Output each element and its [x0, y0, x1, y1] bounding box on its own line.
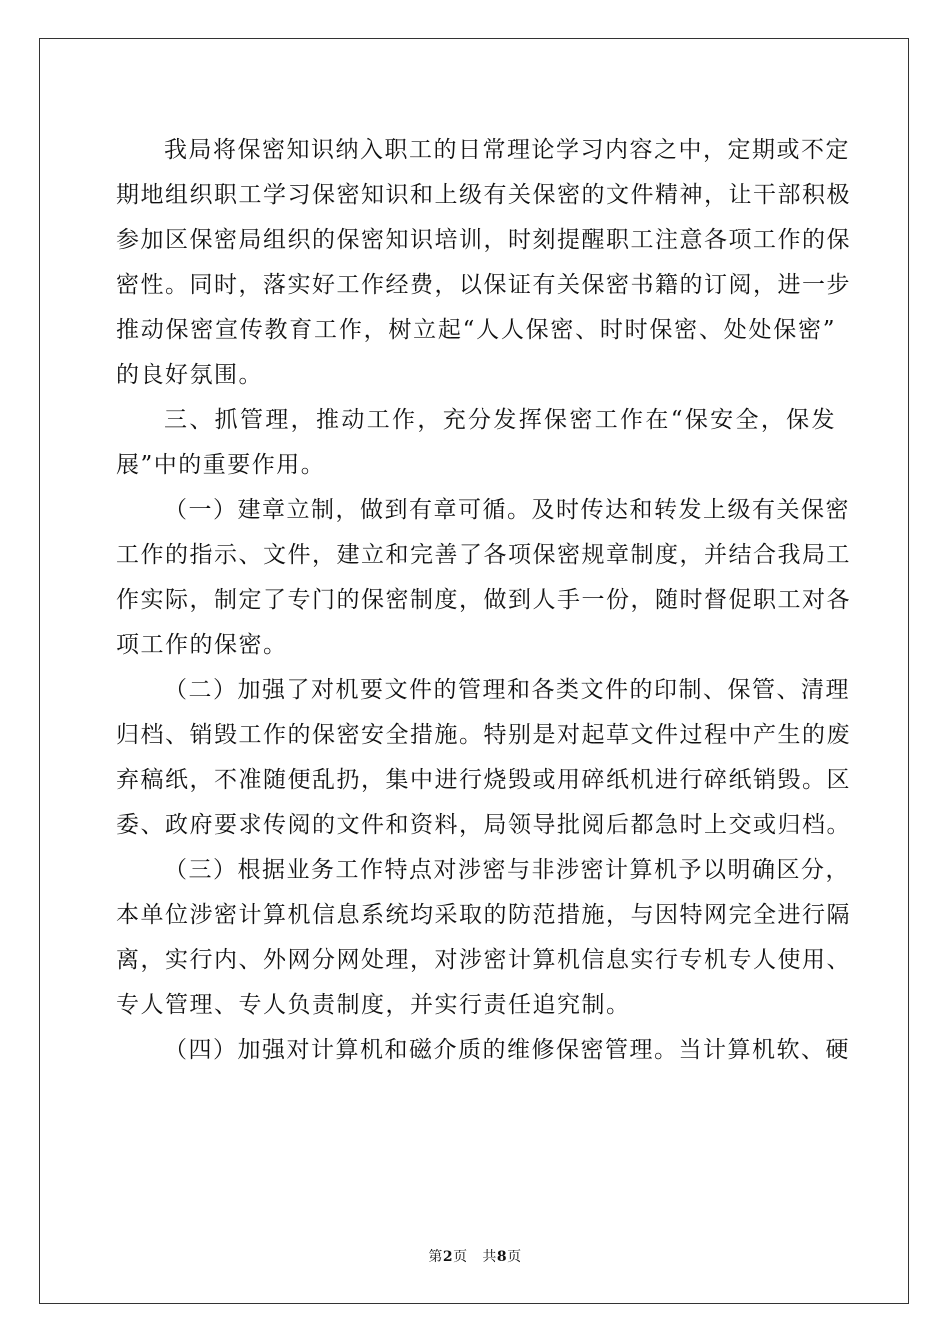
page-footer	[0, 1246, 950, 1266]
text-line: （一）建章立制，做到有章可循。及时传达和转发上级有关保密	[164, 497, 850, 523]
footer-total-pages: 8	[496, 1249, 508, 1265]
text-line: 展”中的重要作用。	[116, 452, 326, 478]
text-line: 的良好氛围。	[116, 362, 263, 388]
paragraph	[116, 488, 851, 668]
text-line: 离，实行内、外网分网处理，对涉密计算机信息实行专机专人使用、	[116, 947, 851, 973]
text-line: （三）根据业务工作特点对涉密与非涉密计算机予以明确区分，	[164, 857, 850, 883]
text-line: （二）加强了对机要文件的管理和各类文件的印制、保管、清理	[164, 677, 850, 703]
paragraph	[116, 128, 851, 398]
paragraph	[116, 1028, 850, 1073]
text-line: 本单位涉密计算机信息系统均采取的防范措施，与因特网完全进行隔	[116, 902, 851, 928]
text-line: 参加区保密局组织的保密知识培训，时刻提醒职工注意各项工作的保	[116, 227, 851, 253]
footer-total-prefix: 共	[482, 1249, 497, 1265]
paragraph	[116, 848, 851, 1028]
document-body	[116, 128, 851, 1073]
text-line: 我局将保密知识纳入职工的日常理论学习内容之中，定期或不定	[164, 137, 850, 163]
footer-page-suffix: 页	[453, 1249, 468, 1265]
footer-total-suffix: 页	[507, 1249, 522, 1265]
text-line: 委、政府要求传阅的文件和资料，局领导批阅后都急时上交或归档。	[116, 812, 851, 838]
footer-page-number: 2	[442, 1249, 454, 1265]
text-line: 工作的指示、文件，建立和完善了各项保密规章制度，并结合我局工	[116, 542, 851, 568]
text-line: （四）加强对计算机和磁介质的维修保密管理。当计算机软、硬	[164, 1037, 850, 1063]
section-heading	[116, 398, 836, 488]
paragraph	[116, 668, 851, 848]
text-line: 归档、销毁工作的保密安全措施。特别是对起草文件过程中产生的废	[116, 722, 851, 748]
text-line: 项工作的保密。	[116, 632, 288, 658]
text-line: 作实际，制定了专门的保密制度，做到人手一份，随时督促职工对各	[116, 587, 851, 613]
text-line: 密性。同时，落实好工作经费，以保证有关保密书籍的订阅，进一步	[116, 272, 851, 298]
text-line: 期地组织职工学习保密知识和上级有关保密的文件精神，让干部积极	[116, 182, 851, 208]
text-line: 三、抓管理，推动工作，充分发挥保密工作在“保安全，保发	[164, 407, 836, 433]
text-line: 弃稿纸，不准随便乱扔，集中进行烧毁或用碎纸机进行碎纸销毁。区	[116, 767, 851, 793]
text-line: 专人管理、专人负责制度，并实行责任追究制。	[116, 992, 631, 1018]
footer-prefix: 第	[428, 1249, 443, 1265]
text-line: 推动保密宣传教育工作，树立起“人人保密、时时保密、处处保密”	[116, 317, 836, 343]
